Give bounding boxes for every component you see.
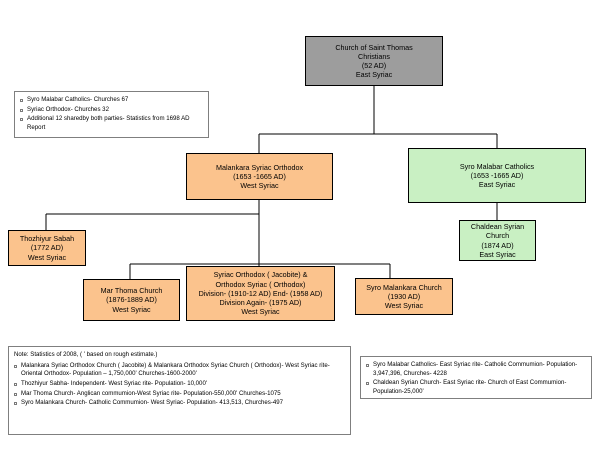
panel-note-title: Note: Statistics of 2008, ( ' based on rough estimate.) [14, 351, 158, 358]
node-church-of-saint-thomas-christians[interactable] [305, 36, 443, 86]
node-line: West Syriac [27, 252, 67, 262]
node-line: West Syriac [384, 301, 424, 311]
node-line: (1772 AD) [30, 243, 64, 253]
node-line: (1930 AD) [387, 291, 421, 301]
node-line: West Syriac [112, 304, 151, 314]
list-item: Syriac Orthodox- Churches 32 [20, 106, 203, 115]
node-line: Orthodox Syriac ( Orthodox) [215, 279, 306, 289]
node-line: Syro Malankara Church [366, 282, 442, 292]
node-line: Chaldean Syrian [470, 222, 525, 232]
list-item: Chaldean Syrian Church- East Syriac rite- Church of East Commumion- Population-25,000' [366, 379, 586, 396]
node-line: (1874 AD) [481, 240, 514, 250]
list-item: Syro Malabar Catholics- Churches 67 [20, 96, 203, 105]
node-line: Thozhiyur Sabah [19, 234, 75, 244]
node-line: Division Again- (1975 AD) [219, 298, 302, 308]
list-item: Mar Thoma Church- Anglican commumion-West Syriac rite- Population-550,000' Churches-1075 [14, 390, 345, 399]
node-line: Malankara Syriac Orthodox [215, 162, 304, 172]
node-line: Church of Saint Thomas [335, 42, 413, 52]
list-item: Thozhiyur Sabha- Independent- West Syriac rite- Population- 10,000' [14, 380, 345, 389]
panel-1698-statistics [14, 91, 209, 138]
list-item: Syro Malankara Church- Catholic Commumion- West Syriac- Population- 413,513, Churches-497 [14, 399, 345, 408]
list-item: Additional 12 sharedby both parties- Statistics from 1698 AD Report [20, 115, 203, 132]
node-line: (1653 -1665 AD) [233, 171, 286, 181]
panel-list [366, 361, 586, 397]
node-line: East Syriac [478, 180, 516, 190]
node-line: (1653 -1665 AD) [470, 170, 524, 180]
node-syriac-orthodox-jacobite-orthodox[interactable] [186, 266, 335, 321]
node-line: Mar Thoma Church [100, 286, 163, 296]
node-line: Division- (1910-12 AD) End- (1958 AD) [198, 288, 323, 298]
panel-notes-statistics-2008 [8, 346, 351, 435]
node-thozhiyur-sabah[interactable] [8, 230, 86, 266]
node-malankara-syriac-orthodox[interactable] [186, 153, 333, 200]
node-line: Christians [358, 51, 390, 61]
node-line: Syro Malabar Catholics [459, 161, 535, 171]
node-line: Syriac Orthodox ( Jacobite) & [213, 270, 308, 280]
node-syro-malabar-catholics[interactable] [408, 148, 586, 203]
node-line: East Syriac [479, 249, 516, 259]
list-item: Malankara Syriac Orthodox Church ( Jacobite) & Malankara Orthodox Syriac Church ( Orthodox)- West Syriac rite-Oriental Orthodox- Population – 1,750,000' Churches-1600-2000' [14, 362, 345, 379]
panel-list [20, 96, 203, 133]
node-line: (52 AD) [361, 61, 387, 70]
node-chaldean-syrian-church[interactable] [459, 220, 536, 261]
panel-east-syriac-statistics [360, 356, 592, 399]
node-line: West Syriac [240, 181, 279, 191]
node-line: East Syriac [355, 70, 393, 80]
node-syro-malankara-church[interactable] [355, 278, 453, 315]
node-line: West Syriac [241, 307, 280, 317]
panel-list [14, 362, 345, 408]
list-item: Syro Malabar Catholics- East Syriac rite- Catholic Commumion- Population- 3,947,396, Churches- 4228 [366, 361, 586, 378]
node-line: (1876-1889 AD) [106, 295, 157, 305]
node-mar-thoma-church[interactable] [83, 279, 180, 321]
node-line: Church [485, 231, 510, 241]
